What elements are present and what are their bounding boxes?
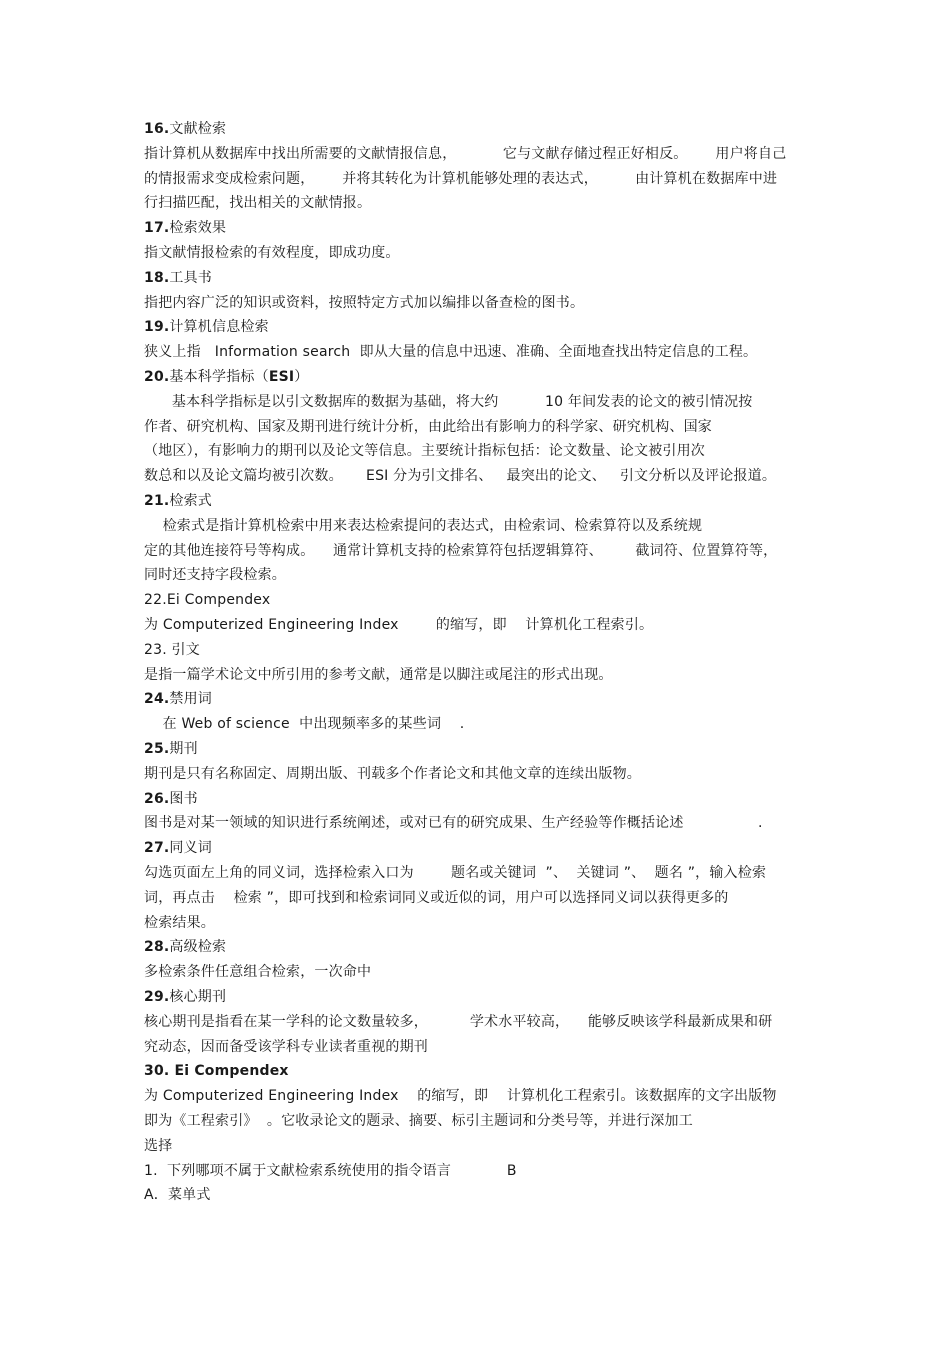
entry-body-line: 即为《工程索引》 。它收录论文的题录、摘要、标引主题词和分类号等，并进行深加工: [144, 1113, 693, 1129]
entry-body-line: 为 Computerized Engineering Index 的缩写，即 计算机化工程索引。该数据库的文字出版物: [144, 1088, 777, 1104]
entry-title: 核心期刊: [169, 989, 227, 1005]
entry-number: 23.: [144, 642, 167, 658]
entry-body-line: 检索结果。: [144, 915, 215, 931]
entry-body-line: 指文献情报检索的有效程度，即成功度。: [144, 245, 400, 261]
entry-heading: [144, 120, 226, 138]
entry-body-line: 基本科学指标是以引文数据库的数据为基础，将大约 10 年间发表的论文的被引情况按: [144, 394, 753, 410]
entry-title: 同义词: [169, 840, 213, 856]
entry-title: 检索式: [169, 493, 213, 509]
entry-number: 28.: [144, 939, 170, 955]
entry-body-line: 为 Computerized Engineering Index 的缩写，即 计算机化工程索引。: [144, 617, 654, 633]
entry-number: 29.: [144, 989, 170, 1005]
entry-body-line: 作者、研究机构、国家及期刊进行统计分析，由此给出有影响力的科学家、研究机构、国家: [144, 419, 712, 435]
entry-body-line: 的情报需求变成检索问题， 并将其转化为计算机能够处理的表达式， 由计算机在数据库中进: [144, 171, 778, 187]
entry-body-line: 勾选页面左上角的同义词，选择检索入口为 题名或关键词 ”、 关键词 ”、 题名 ”，输入检索: [144, 865, 767, 881]
entry-heading: [144, 938, 226, 956]
entry-title: Ei Compendex: [166, 592, 271, 608]
entry-number: 21.: [144, 493, 170, 509]
entry-body-line: 检索式是指计算机检索中用来表达检索提问的表达式，由检索词、检索算符以及系统规: [144, 518, 703, 534]
entry-title-end: ）: [294, 369, 309, 385]
entry-body-line: 核心期刊是指看在某一学科的论文数量较多， 学术水平较高， 能够反映该学科最新成果和研: [144, 1014, 773, 1030]
entry-number: 26.: [144, 791, 170, 807]
entry-number: 19.: [144, 319, 170, 335]
entry-number: 17.: [144, 220, 170, 236]
entry-body-line: 定的其他连接符号等构成。 通常计算机支持的检索算符包括逻辑算符、 截词符、位置算符等，: [144, 543, 778, 559]
entry-title: 引文: [166, 642, 200, 658]
entry-title-abbr: ESI: [268, 369, 295, 385]
entry-title: 高级检索: [169, 939, 227, 955]
entry-title: 图书: [169, 791, 198, 807]
entry-number: 30.: [144, 1063, 170, 1079]
entry-heading: [144, 269, 212, 287]
entry-title: 禁用词: [169, 691, 213, 707]
entry-heading: [144, 740, 198, 758]
entry-heading: [144, 839, 212, 857]
entry-body-line: 是指一篇学术论文中所引用的参考文献，通常是以脚注或尾注的形式出现。: [144, 667, 613, 683]
entry-title: Ei Compendex: [169, 1063, 289, 1079]
entry-body-line: 数总和以及论文篇均被引次数。 ESI 分为引文排名、 最突出的论文、 引文分析以及评论报道。: [144, 468, 777, 484]
entry-body-line: 指把内容广泛的知识或资料，按照特定方式加以编排以备查检的图书。: [144, 295, 585, 311]
entry-heading: [144, 641, 200, 659]
entry-number: 20.: [144, 369, 170, 385]
entry-body-line: 在 Web of science 中出现频率多的某些词 .: [144, 716, 465, 732]
entry-body-line: 行扫描匹配，找出相关的文献情报。: [144, 195, 372, 211]
entry-body-line: （地区），有影响力的期刊以及论文等信息。主要统计指标包括：论文数量、论文被引用次: [144, 443, 705, 459]
entry-number: 18.: [144, 270, 170, 286]
entry-heading: [144, 790, 198, 808]
entry-body-line: 多检索条件任意组合检索，一次命中: [144, 964, 372, 980]
entry-heading: [144, 591, 270, 609]
entry-number: 25.: [144, 741, 170, 757]
entry-title: 工具书: [169, 270, 213, 286]
entry-number: 27.: [144, 840, 170, 856]
section-label: 选择: [144, 1138, 173, 1154]
entry-heading: [144, 988, 226, 1006]
question-text: 1. 下列哪项不属于文献检索系统使用的指令语言 B: [144, 1163, 517, 1179]
entry-number: 22.: [144, 592, 167, 608]
entry-heading: [144, 690, 212, 708]
entry-body-line: 图书是对某一领域的知识进行系统阐述，或对已有的研究成果、生产经验等作概括论述 .: [144, 815, 763, 831]
entry-heading: [144, 492, 212, 510]
entry-heading: [144, 219, 226, 237]
entry-title: 文献检索: [169, 121, 227, 137]
entry-title: 期刊: [169, 741, 198, 757]
entry-body-line: 同时还支持字段检索。: [144, 567, 286, 583]
entry-title: 计算机信息检索: [169, 319, 269, 335]
entry-body-line: 指计算机从数据库中找出所需要的文献情报信息， 它与文献存储过程正好相反。 用户将自己: [144, 146, 787, 162]
option-a: A．菜单式: [144, 1187, 211, 1203]
entry-heading: [144, 1062, 289, 1080]
entry-title: 基本科学指标（: [169, 369, 269, 385]
entry-number: 24.: [144, 691, 170, 707]
entry-heading: [144, 368, 308, 386]
entry-body-line: 词，再点击 检索 ”，即可找到和检索词同义或近似的词，用户可以选择同义词以获得更多的: [144, 890, 729, 906]
entry-heading: [144, 318, 269, 336]
entry-body-line: 狭义上指 Information search 即从大量的信息中迅速、准确、全面地查找出特定信息的工程。: [144, 344, 758, 360]
entry-title: 检索效果: [169, 220, 227, 236]
entry-number: 16.: [144, 121, 170, 137]
entry-body-line: 究动态，因而备受该学科专业读者重视的期刊: [144, 1039, 428, 1055]
entry-body-line: 期刊是只有名称固定、周期出版、刊载多个作者论文和其他文章的连续出版物。: [144, 766, 641, 782]
